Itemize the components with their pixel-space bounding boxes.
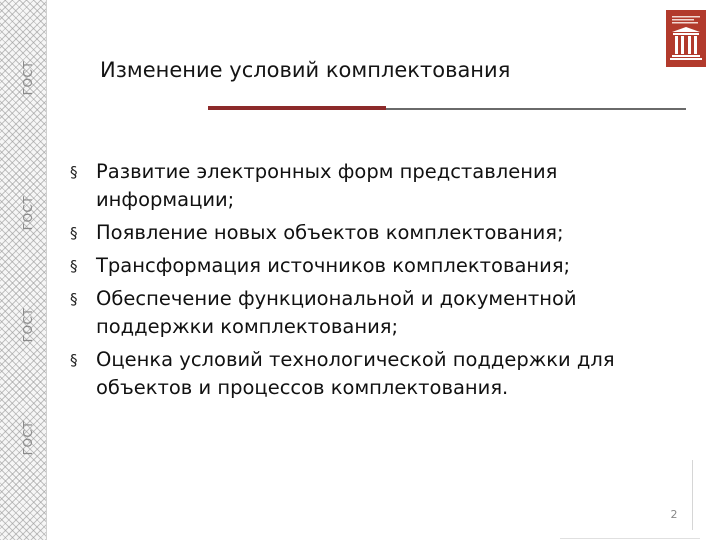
list-item [70, 158, 690, 214]
bullet-text: Обеспечение функциональной и документной поддержки комплектования; [96, 287, 577, 338]
gost-stamp: ГОСТ [21, 60, 36, 96]
bullet-marker-icon: § [70, 224, 78, 242]
footer-divider-horizontal [560, 538, 700, 539]
bullet-marker-icon: § [70, 351, 78, 369]
bullet-text: Оценка условий технологической поддержки для объектов и процессов комплектования. [96, 348, 615, 399]
bullet-text: Трансформация источников комплектования; [96, 254, 571, 277]
bullet-list [70, 158, 690, 407]
page-number: 2 [670, 508, 678, 521]
bullet-marker-icon: § [70, 290, 78, 308]
list-item [70, 219, 690, 247]
list-item [70, 252, 690, 280]
library-building-icon [666, 10, 706, 67]
title-underline-rule [386, 108, 686, 110]
bullet-text: Появление новых объектов комплектования; [96, 221, 564, 244]
bullet-marker-icon: § [70, 163, 78, 181]
side-pattern-strip [0, 0, 47, 540]
slide-title: Изменение условий комплектования [100, 58, 511, 82]
list-item [70, 346, 690, 402]
bullet-marker-icon: § [70, 257, 78, 275]
gost-stamp: ГОСТ [21, 307, 36, 343]
gost-stamp: ГОСТ [21, 420, 36, 456]
list-item [70, 285, 690, 341]
title-underline-accent [208, 106, 386, 110]
bullet-text: Развитие электронных форм представления информации; [96, 160, 558, 211]
gost-stamp: ГОСТ [21, 195, 36, 231]
footer-divider-vertical [692, 460, 693, 530]
logo-graphic [666, 10, 706, 67]
